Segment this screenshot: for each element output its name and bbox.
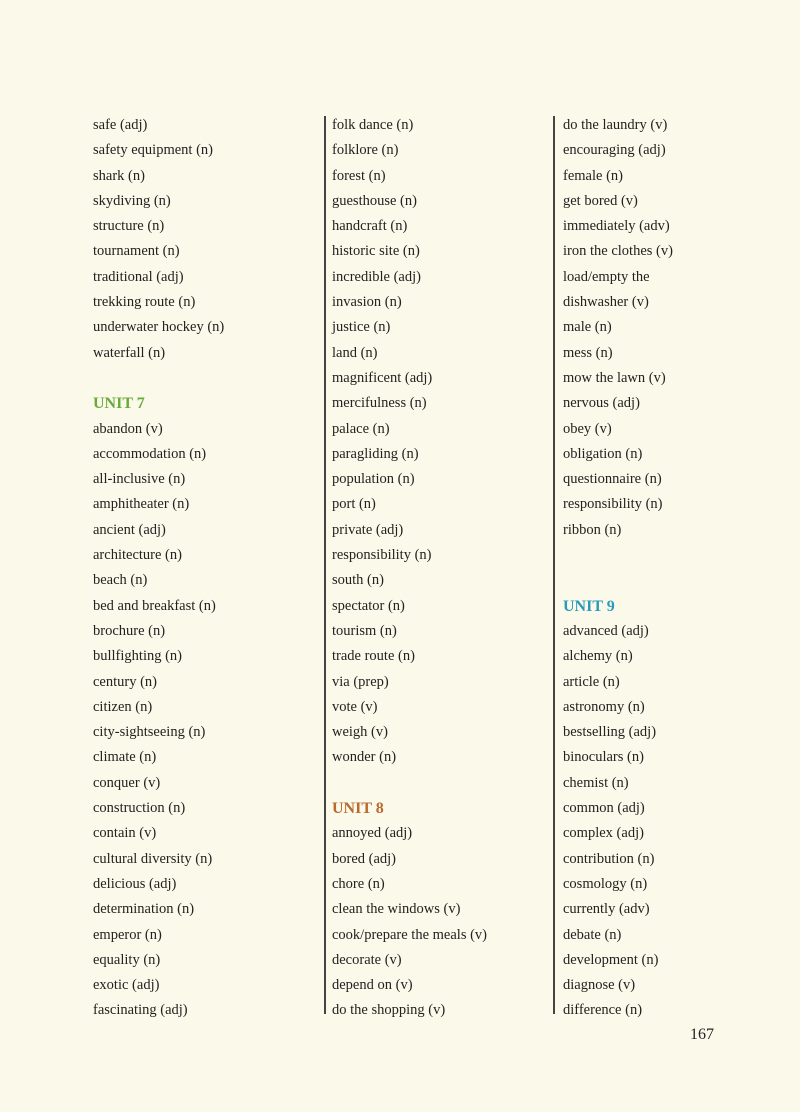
vocabulary-entry: responsibility (n) xyxy=(563,496,663,513)
vocabulary-entry: article (n) xyxy=(563,673,620,690)
vocabulary-entry: difference (n) xyxy=(563,1002,643,1019)
vocabulary-entry: private (adj) xyxy=(332,521,404,538)
vocabulary-entry: decorate (v) xyxy=(332,951,402,968)
vocabulary-entry: incredible (adj) xyxy=(332,268,421,285)
vocabulary-entry: land (n) xyxy=(332,344,378,361)
spacer xyxy=(563,543,673,568)
vocabulary-entry: mercifulness (n) xyxy=(332,395,427,412)
vocabulary-entry: equality (n) xyxy=(93,951,161,968)
vocabulary-entry: load/empty the xyxy=(563,268,650,285)
vocabulary-entry: invasion (n) xyxy=(332,294,402,311)
vocabulary-entry: folklore (n) xyxy=(332,142,399,159)
vocabulary-entry: trekking route (n) xyxy=(93,294,196,311)
vocabulary-entry: get bored (v) xyxy=(563,192,638,209)
vocabulary-entry: safe (adj) xyxy=(93,117,148,133)
vocabulary-entry: depend on (v) xyxy=(332,977,413,994)
vocabulary-entry: magnificent (adj) xyxy=(332,369,433,386)
vocabulary-entry: citizen (n) xyxy=(93,698,153,715)
vocabulary-entry: century (n) xyxy=(93,673,158,690)
vocabulary-entry: advanced (adj) xyxy=(563,622,649,639)
vocabulary-entry: port (n) xyxy=(332,496,376,513)
vocabulary-entry: cultural diversity (n) xyxy=(93,850,213,867)
vocabulary-entry: waterfall (n) xyxy=(93,344,166,361)
vocabulary-entry: dishwasher (v) xyxy=(563,294,649,311)
vocabulary-entry: ancient (adj) xyxy=(93,521,166,538)
vocabulary-entry: historic site (n) xyxy=(332,243,420,260)
vocabulary-entry: abandon (v) xyxy=(93,420,163,437)
vocabulary-entry: beach (n) xyxy=(93,572,148,589)
vocabulary-entry: obligation (n) xyxy=(563,445,643,462)
spacer xyxy=(332,771,487,796)
vocabulary-entry: emperor (n) xyxy=(93,926,162,943)
vocabulary-entry: cosmology (n) xyxy=(563,875,648,892)
vocabulary-entry: alchemy (n) xyxy=(563,648,633,665)
vocabulary-entry: construction (n) xyxy=(93,800,186,817)
vocabulary-entry: underwater hockey (n) xyxy=(93,319,225,336)
vocabulary-entry: shark (n) xyxy=(93,167,145,184)
vocabulary-entry: trade route (n) xyxy=(332,648,415,665)
column-divider-2 xyxy=(553,116,555,1014)
vocabulary-entry: south (n) xyxy=(332,572,384,589)
word-column-2 xyxy=(332,113,487,1024)
vocabulary-entry: forest (n) xyxy=(332,167,386,184)
vocabulary-entry: complex (adj) xyxy=(563,825,644,842)
vocabulary-entry: wonder (n) xyxy=(332,749,397,766)
vocabulary-entry: male (n) xyxy=(563,319,612,336)
vocabulary-entry: annoyed (adj) xyxy=(332,825,413,842)
vocabulary-entry: nervous (adj) xyxy=(563,395,640,412)
vocabulary-entry: tourism (n) xyxy=(332,622,397,639)
spacer xyxy=(563,568,673,593)
vocabulary-entry: development (n) xyxy=(563,951,659,968)
vocabulary-entry: climate (n) xyxy=(93,749,157,766)
vocabulary-entry: conquer (v) xyxy=(93,774,161,791)
vocabulary-entry: all-inclusive (n) xyxy=(93,471,186,488)
vocabulary-entry: bestselling (adj) xyxy=(563,724,657,741)
vocabulary-entry: diagnose (v) xyxy=(563,977,636,994)
vocabulary-entry: do the shopping (v) xyxy=(332,1002,446,1019)
vocabulary-entry: exotic (adj) xyxy=(93,977,160,994)
vocabulary-entry: vote (v) xyxy=(332,698,378,715)
vocabulary-entry: traditional (adj) xyxy=(93,268,184,285)
vocabulary-entry: bed and breakfast (n) xyxy=(93,597,216,614)
unit-heading: UNIT 8 xyxy=(332,800,384,818)
vocabulary-entry: ribbon (n) xyxy=(563,521,622,538)
vocabulary-entry: questionnaire (n) xyxy=(563,471,662,488)
vocabulary-entry: astronomy (n) xyxy=(563,698,645,715)
vocabulary-entry: handcraft (n) xyxy=(332,218,408,235)
vocabulary-entry: accommodation (n) xyxy=(93,445,207,462)
vocabulary-entry: paragliding (n) xyxy=(332,445,419,462)
vocabulary-entry: amphitheater (n) xyxy=(93,496,190,513)
vocabulary-entry: responsibility (n) xyxy=(332,547,432,564)
vocabulary-entry: encouraging (adj) xyxy=(563,142,666,159)
vocabulary-entry: skydiving (n) xyxy=(93,192,171,209)
vocabulary-entry: contain (v) xyxy=(93,825,157,842)
vocabulary-entry: fascinating (adj) xyxy=(93,1002,188,1019)
vocabulary-entry: bullfighting (n) xyxy=(93,648,183,665)
vocabulary-entry: determination (n) xyxy=(93,901,195,918)
vocabulary-entry: via (prep) xyxy=(332,673,389,690)
vocabulary-entry: justice (n) xyxy=(332,319,391,336)
word-column-3 xyxy=(563,113,673,1024)
vocabulary-entry: architecture (n) xyxy=(93,547,182,564)
vocabulary-entry: mess (n) xyxy=(563,344,613,361)
column-divider-1 xyxy=(324,116,326,1014)
vocabulary-entry: contribution (n) xyxy=(563,850,655,867)
vocabulary-entry: brochure (n) xyxy=(93,622,166,639)
vocabulary-entry: chore (n) xyxy=(332,875,385,892)
vocabulary-entry: safety equipment (n) xyxy=(93,142,213,159)
vocabulary-entry: folk dance (n) xyxy=(332,117,414,133)
page-number: 167 xyxy=(690,1026,714,1043)
vocabulary-entry: obey (v) xyxy=(563,420,612,437)
vocabulary-entry: mow the lawn (v) xyxy=(563,369,666,386)
word-column-1 xyxy=(93,113,224,1024)
vocabulary-entry: spectator (n) xyxy=(332,597,405,614)
spacer xyxy=(93,366,224,391)
vocabulary-entry: structure (n) xyxy=(93,218,165,235)
vocabulary-entry: tournament (n) xyxy=(93,243,180,260)
vocabulary-entry: palace (n) xyxy=(332,420,390,437)
vocabulary-entry: chemist (n) xyxy=(563,774,629,791)
vocabulary-entry: immediately (adv) xyxy=(563,218,670,235)
unit-heading: UNIT 9 xyxy=(563,597,615,615)
vocabulary-entry: weigh (v) xyxy=(332,724,388,741)
vocabulary-entry: guesthouse (n) xyxy=(332,192,417,209)
vocabulary-entry: delicious (adj) xyxy=(93,875,177,892)
vocabulary-entry: currently (adv) xyxy=(563,901,650,918)
vocabulary-entry: iron the clothes (v) xyxy=(563,243,673,260)
vocabulary-entry: common (adj) xyxy=(563,800,645,817)
vocabulary-entry: cook/prepare the meals (v) xyxy=(332,926,487,943)
unit-heading: UNIT 7 xyxy=(93,395,145,413)
vocabulary-entry: do the laundry (v) xyxy=(563,117,668,133)
vocabulary-entry: bored (adj) xyxy=(332,850,397,867)
vocabulary-entry: clean the windows (v) xyxy=(332,901,461,918)
vocabulary-entry: binoculars (n) xyxy=(563,749,644,766)
vocabulary-entry: debate (n) xyxy=(563,926,622,943)
vocabulary-entry: female (n) xyxy=(563,167,623,184)
vocabulary-entry: city-sightseeing (n) xyxy=(93,724,206,741)
vocabulary-entry: population (n) xyxy=(332,471,415,488)
